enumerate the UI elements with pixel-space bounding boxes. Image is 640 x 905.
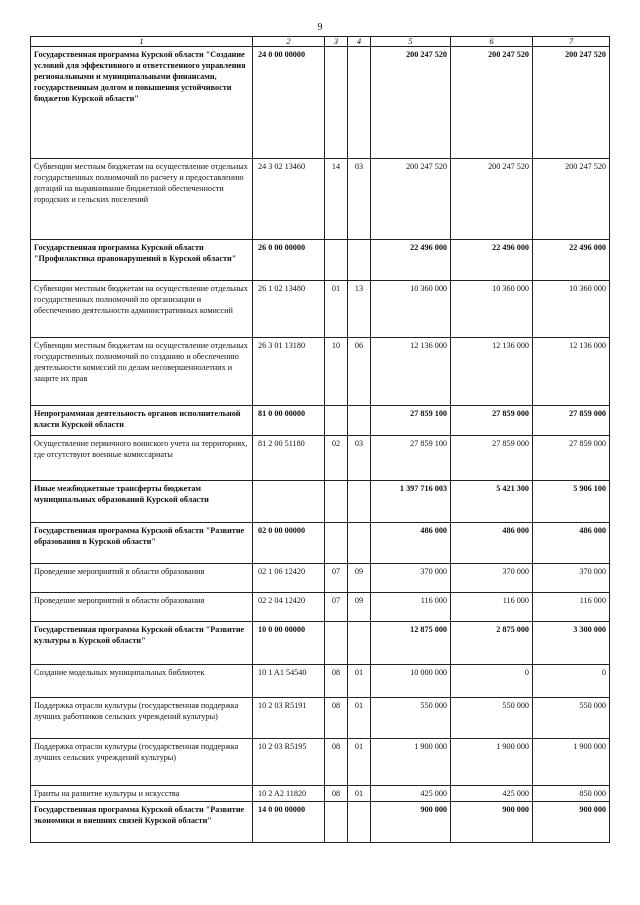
expense-name-cell: Гранты на развитие культуры и искусства (31, 786, 253, 802)
expense-name-cell: Проведение мероприятий в области образования (31, 593, 253, 622)
subsection-code-cell (348, 240, 371, 281)
section-code-cell (325, 523, 348, 564)
subsection-code-cell: 09 (348, 564, 371, 593)
section-code-cell: 02 (325, 436, 348, 481)
amount-year1-cell: 27 859 100 (371, 436, 451, 481)
amount-year1-cell: 10 000 000 (371, 665, 451, 698)
amount-year1-cell: 200 247 520 (371, 47, 451, 159)
amount-year3-cell: 370 000 (533, 564, 610, 593)
table-row (31, 698, 610, 739)
section-code-cell: 01 (325, 281, 348, 338)
program-total-row (31, 523, 610, 564)
amount-year1-cell: 12 875 000 (371, 622, 451, 665)
target-article-code-cell: 02 1 06 12420 (253, 564, 325, 593)
table-row (31, 159, 610, 240)
section-code-cell (325, 240, 348, 281)
amount-year3-cell: 850 000 (533, 786, 610, 802)
amount-year2-cell: 425 000 (451, 786, 533, 802)
amount-year2-cell: 1 900 000 (451, 739, 533, 786)
section-code-cell (325, 802, 348, 843)
amount-year1-cell: 550 000 (371, 698, 451, 739)
expense-name-cell: Государственная программа Курской области "Создание условий для эффективного и ответственного управления региональными и муниципальными финансами, государственным долгом и повышения устойчивости бюджетов Курской области" (31, 47, 253, 159)
subsection-code-cell: 13 (348, 281, 371, 338)
column-number: 6 (451, 37, 533, 47)
expense-name-cell: Государственная программа Курской области "Развитие образования в Курской области" (31, 523, 253, 564)
target-article-code-cell: 10 2 03 R5195 (253, 739, 325, 786)
program-total-row (31, 481, 610, 523)
program-total-row (31, 802, 610, 843)
subsection-code-cell: 01 (348, 698, 371, 739)
expense-name-cell: Иные межбюджетные трансферты бюджетам муниципальных образований Курской области (31, 481, 253, 523)
subsection-code-cell: 06 (348, 338, 371, 406)
amount-year3-cell: 0 (533, 665, 610, 698)
column-number: 4 (348, 37, 371, 47)
amount-year2-cell: 0 (451, 665, 533, 698)
amount-year3-cell: 200 247 520 (533, 47, 610, 159)
column-number-row (31, 37, 610, 47)
section-code-cell: 07 (325, 564, 348, 593)
column-number: 5 (371, 37, 451, 47)
expense-name-cell: Государственная программа Курской области "Профилактика правонарушений в Курской области" (31, 240, 253, 281)
amount-year1-cell: 200 247 520 (371, 159, 451, 240)
amount-year2-cell: 27 859 000 (451, 436, 533, 481)
expense-name-cell: Субвенции местным бюджетам на осуществление отдельных государственных полномочий по расчету и предоставлению дотаций на выравнивание бюджетной обеспеченности городских и сельских поселений (31, 159, 253, 240)
amount-year2-cell: 2 875 000 (451, 622, 533, 665)
table-row (31, 281, 610, 338)
amount-year1-cell: 425 000 (371, 786, 451, 802)
target-article-code-cell (253, 481, 325, 523)
table-row (31, 786, 610, 802)
section-code-cell: 08 (325, 665, 348, 698)
amount-year2-cell: 200 247 520 (451, 47, 533, 159)
amount-year2-cell: 22 496 000 (451, 240, 533, 281)
section-code-cell (325, 406, 348, 436)
column-number: 7 (533, 37, 610, 47)
subsection-code-cell (348, 481, 371, 523)
amount-year1-cell: 1 900 000 (371, 739, 451, 786)
target-article-code-cell: 02 0 00 00000 (253, 523, 325, 564)
target-article-code-cell: 10 0 00 00000 (253, 622, 325, 665)
target-article-code-cell: 10 2 03 R5191 (253, 698, 325, 739)
target-article-code-cell: 14 0 00 00000 (253, 802, 325, 843)
table-row (31, 338, 610, 406)
expense-name-cell: Поддержка отрасли культуры (государственная поддержка лучших сельских учреждений культуры) (31, 739, 253, 786)
amount-year3-cell: 12 136 000 (533, 338, 610, 406)
target-article-code-cell: 26 1 02 13480 (253, 281, 325, 338)
expense-name-cell: Государственная программа Курской области "Развитие экономики и внешних связей Курской области" (31, 802, 253, 843)
amount-year3-cell: 5 906 100 (533, 481, 610, 523)
expense-name-cell: Создание модельных муниципальных библиотек (31, 665, 253, 698)
subsection-code-cell (348, 622, 371, 665)
expense-name-cell: Государственная программа Курской области "Развитие культуры в Курской области" (31, 622, 253, 665)
amount-year1-cell: 370 000 (371, 564, 451, 593)
subsection-code-cell: 09 (348, 593, 371, 622)
section-code-cell: 14 (325, 159, 348, 240)
subsection-code-cell (348, 406, 371, 436)
subsection-code-cell: 03 (348, 436, 371, 481)
table-row (31, 436, 610, 481)
table-row (31, 593, 610, 622)
section-code-cell (325, 622, 348, 665)
subsection-code-cell (348, 47, 371, 159)
expense-name-cell: Субвенции местным бюджетам на осуществление отдельных государственных полномочий по созданию и обеспечению деятельности комиссий по делам несовершеннолетних и защите их прав (31, 338, 253, 406)
subsection-code-cell: 03 (348, 159, 371, 240)
program-total-row (31, 240, 610, 281)
amount-year3-cell: 550 000 (533, 698, 610, 739)
amount-year2-cell: 116 000 (451, 593, 533, 622)
section-code-cell: 08 (325, 698, 348, 739)
budget-table (30, 36, 610, 843)
amount-year2-cell: 27 859 000 (451, 406, 533, 436)
target-article-code-cell: 26 3 01 13180 (253, 338, 325, 406)
target-article-code-cell: 26 0 00 00000 (253, 240, 325, 281)
amount-year1-cell: 1 397 716 003 (371, 481, 451, 523)
page-number: 9 (317, 22, 323, 33)
subsection-code-cell (348, 802, 371, 843)
column-number: 1 (31, 37, 253, 47)
target-article-code-cell: 02 2 04 12420 (253, 593, 325, 622)
amount-year1-cell: 27 859 100 (371, 406, 451, 436)
amount-year1-cell: 12 136 000 (371, 338, 451, 406)
column-number: 2 (253, 37, 325, 47)
amount-year1-cell: 10 360 000 (371, 281, 451, 338)
target-article-code-cell: 81 0 00 00000 (253, 406, 325, 436)
amount-year3-cell: 27 859 000 (533, 436, 610, 481)
amount-year3-cell: 486 000 (533, 523, 610, 564)
amount-year3-cell: 3 300 000 (533, 622, 610, 665)
table-row (31, 564, 610, 593)
amount-year2-cell: 200 247 520 (451, 159, 533, 240)
amount-year1-cell: 900 000 (371, 802, 451, 843)
amount-year1-cell: 486 000 (371, 523, 451, 564)
expense-name-cell: Осуществление первичного воинского учета на территориях, где отсутствуют военные комиссариаты (31, 436, 253, 481)
subsection-code-cell: 01 (348, 786, 371, 802)
expense-name-cell: Непрограммная деятельность органов исполнительной власти Курской области (31, 406, 253, 436)
table-row (31, 665, 610, 698)
section-code-cell: 07 (325, 593, 348, 622)
amount-year3-cell: 22 496 000 (533, 240, 610, 281)
target-article-code-cell: 81 2 00 51180 (253, 436, 325, 481)
amount-year2-cell: 550 000 (451, 698, 533, 739)
budget-table-container (30, 36, 609, 843)
subsection-code-cell: 01 (348, 739, 371, 786)
amount-year2-cell: 10 360 000 (451, 281, 533, 338)
column-number: 3 (325, 37, 348, 47)
target-article-code-cell: 24 0 00 00000 (253, 47, 325, 159)
subsection-code-cell: 01 (348, 665, 371, 698)
amount-year3-cell: 27 859 000 (533, 406, 610, 436)
target-article-code-cell: 10 1 A1 54540 (253, 665, 325, 698)
amount-year2-cell: 370 000 (451, 564, 533, 593)
program-total-row (31, 622, 610, 665)
target-article-code-cell: 10 2 A2 11820 (253, 786, 325, 802)
program-total-row (31, 47, 610, 159)
section-code-cell: 08 (325, 739, 348, 786)
expense-name-cell: Субвенции местным бюджетам на осуществление отдельных государственных полномочий по организации и обеспечению деятельности административных комиссий (31, 281, 253, 338)
amount-year1-cell: 22 496 000 (371, 240, 451, 281)
amount-year2-cell: 900 000 (451, 802, 533, 843)
program-total-row (31, 406, 610, 436)
amount-year2-cell: 12 136 000 (451, 338, 533, 406)
section-code-cell: 08 (325, 786, 348, 802)
section-code-cell (325, 481, 348, 523)
table-row (31, 739, 610, 786)
amount-year2-cell: 5 421 300 (451, 481, 533, 523)
section-code-cell (325, 47, 348, 159)
amount-year3-cell: 1 900 000 (533, 739, 610, 786)
amount-year3-cell: 900 000 (533, 802, 610, 843)
amount-year3-cell: 200 247 520 (533, 159, 610, 240)
expense-name-cell: Поддержка отрасли культуры (государственная поддержка лучших работников сельских учреждений культуры) (31, 698, 253, 739)
amount-year2-cell: 486 000 (451, 523, 533, 564)
amount-year3-cell: 116 000 (533, 593, 610, 622)
amount-year1-cell: 116 000 (371, 593, 451, 622)
amount-year3-cell: 10 360 000 (533, 281, 610, 338)
expense-name-cell: Проведение мероприятий в области образования (31, 564, 253, 593)
target-article-code-cell: 24 3 02 13460 (253, 159, 325, 240)
subsection-code-cell (348, 523, 371, 564)
section-code-cell: 10 (325, 338, 348, 406)
